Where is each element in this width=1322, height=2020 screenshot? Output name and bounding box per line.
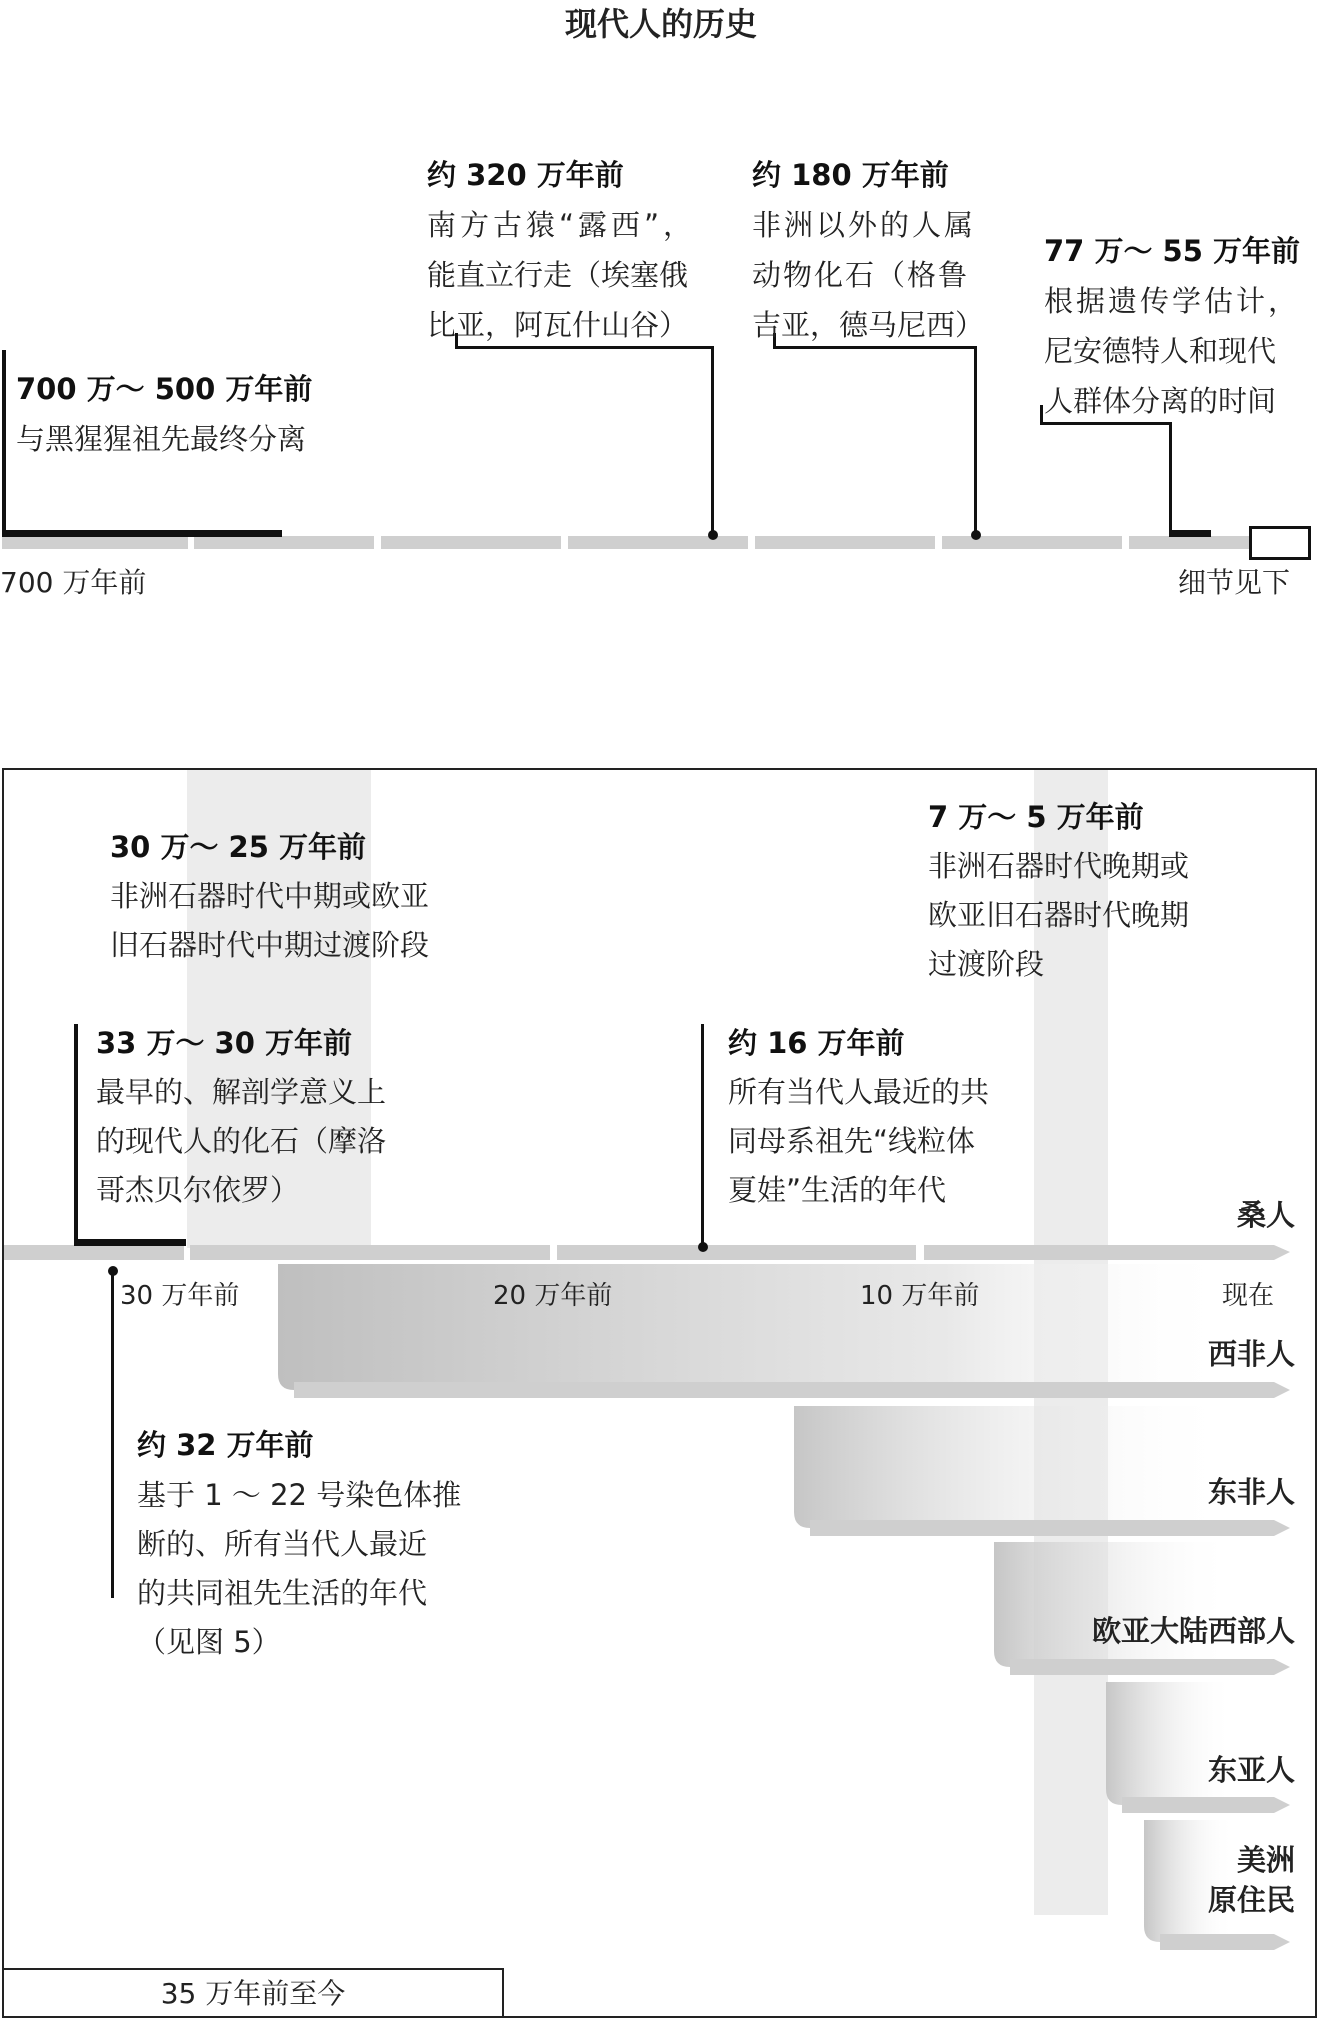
timeline-segment	[381, 536, 561, 549]
event-text: 根据遗传学估计，	[1044, 284, 1301, 318]
event-date: 700 万～ 500 万年前	[16, 372, 313, 406]
event-text: 基于 1 ～ 22 号染色体推	[137, 1478, 462, 1512]
event-leader	[974, 346, 977, 534]
event-text: 动物化石（格鲁	[752, 258, 970, 292]
event-date: 约 180 万年前	[752, 158, 949, 192]
event-leader	[711, 346, 714, 534]
event-text: 与黑猩猩祖先最终分离	[16, 422, 307, 456]
range-caption-box	[2, 1968, 504, 2018]
event-date: 33 万～ 30 万年前	[96, 1026, 353, 1060]
lineage-arrow-san	[924, 1245, 1290, 1260]
band-text: 旧石器时代中期过渡阶段	[110, 928, 430, 962]
population-label-east-africans: 东非人	[1207, 1475, 1295, 1509]
range-bar-77-55	[1169, 530, 1211, 537]
band-date: 30 万～ 25 万年前	[110, 830, 367, 864]
page-title: 现代人的历史	[564, 5, 757, 43]
lineage-arrow-east-asians	[1122, 1797, 1290, 1813]
timeline-segment	[2, 536, 188, 549]
band-text: 非洲石器时代晚期或	[928, 849, 1190, 883]
population-label-san: 桑人	[1236, 1198, 1295, 1232]
event-text: 的共同祖先生活的年代	[137, 1576, 428, 1610]
event-text: 人群体分离的时间	[1044, 384, 1277, 418]
event-text: 最早的、解剖学意义上	[96, 1075, 387, 1109]
event-text: 夏娃”生活的年代	[728, 1173, 947, 1207]
event-text: 比亚，阿瓦什山谷）	[427, 308, 689, 342]
timeline-start-label: 700 万年前	[0, 566, 147, 599]
range-leader	[74, 1024, 78, 1244]
detail-label: 细节见下	[1178, 566, 1291, 599]
event-marker	[698, 1242, 708, 1252]
event-text: 能直立行走（埃塞俄	[427, 258, 689, 292]
tick-label: 10 万年前	[860, 1281, 980, 1311]
range-leader	[2, 350, 6, 536]
tick-label: 30 万年前	[120, 1281, 240, 1311]
event-date: 约 32 万年前	[137, 1428, 314, 1462]
tick-label: 20 万年前	[493, 1281, 613, 1311]
lineage-arrow-west-africans	[294, 1382, 1290, 1398]
range-leader	[1169, 422, 1172, 534]
event-date: 约 16 万年前	[728, 1026, 905, 1060]
timeline-segment	[568, 536, 748, 549]
event-date: 约 320 万年前	[427, 158, 624, 192]
event-text: 同母系祖先“线粒体	[728, 1124, 976, 1158]
population-label-native-americans: 美洲 原住民	[1207, 1843, 1295, 1917]
event-text: 所有当代人最近的共	[728, 1075, 990, 1109]
lineage-arrow-west-eurasians	[1010, 1659, 1290, 1675]
event-text: 哥杰贝尔依罗）	[96, 1173, 300, 1207]
event-text: 吉亚，德马尼西）	[752, 308, 985, 342]
event-text: 断的、所有当代人最近	[137, 1527, 428, 1561]
band-text: 非洲石器时代中期或欧亚	[110, 879, 430, 913]
event-marker	[708, 530, 718, 540]
band-date: 7 万～ 5 万年前	[928, 800, 1144, 834]
range-leader	[1040, 405, 1043, 425]
event-date: 77 万～ 55 万年前	[1044, 234, 1301, 268]
lineage-arrow-east-africans	[810, 1520, 1290, 1536]
timeline-segment	[1129, 536, 1249, 549]
band-text: 欧亚旧石器时代晚期	[928, 898, 1190, 932]
timeline-segment	[755, 536, 935, 549]
range-caption: 35 万年前至今	[160, 1977, 346, 2010]
event-leader	[701, 1024, 704, 1246]
event-text: 南方古猿“露西”，	[427, 208, 697, 242]
band-text: 过渡阶段	[928, 947, 1045, 981]
detail-box	[1249, 526, 1311, 560]
lineage-arrow-san-seg	[4, 1245, 184, 1260]
population-label-west-eurasians: 欧亚大陆西部人	[1091, 1614, 1295, 1648]
event-text: 非洲以外的人属	[752, 208, 977, 242]
range-bar-330k-300k	[74, 1239, 186, 1246]
population-label-east-asians: 东亚人	[1207, 1753, 1295, 1787]
detail-panel	[2, 768, 1317, 2018]
event-leader	[111, 1270, 114, 1598]
branch-east-africans	[794, 1406, 1234, 1528]
population-label-west-africans: 西非人	[1207, 1337, 1295, 1371]
timeline-segment	[942, 536, 1122, 549]
branch-west-africans	[278, 1264, 1234, 1390]
range-bar-700-500	[2, 530, 282, 537]
timeline-segment	[194, 536, 374, 549]
tick-label: 现在	[1222, 1281, 1275, 1311]
event-marker	[971, 530, 981, 540]
event-text: （见图 5）	[137, 1625, 281, 1659]
lineage-arrow-native-americans	[1160, 1934, 1290, 1950]
event-text: 尼安德特人和现代	[1044, 334, 1277, 368]
event-text: 的现代人的化石（摩洛	[96, 1124, 387, 1158]
